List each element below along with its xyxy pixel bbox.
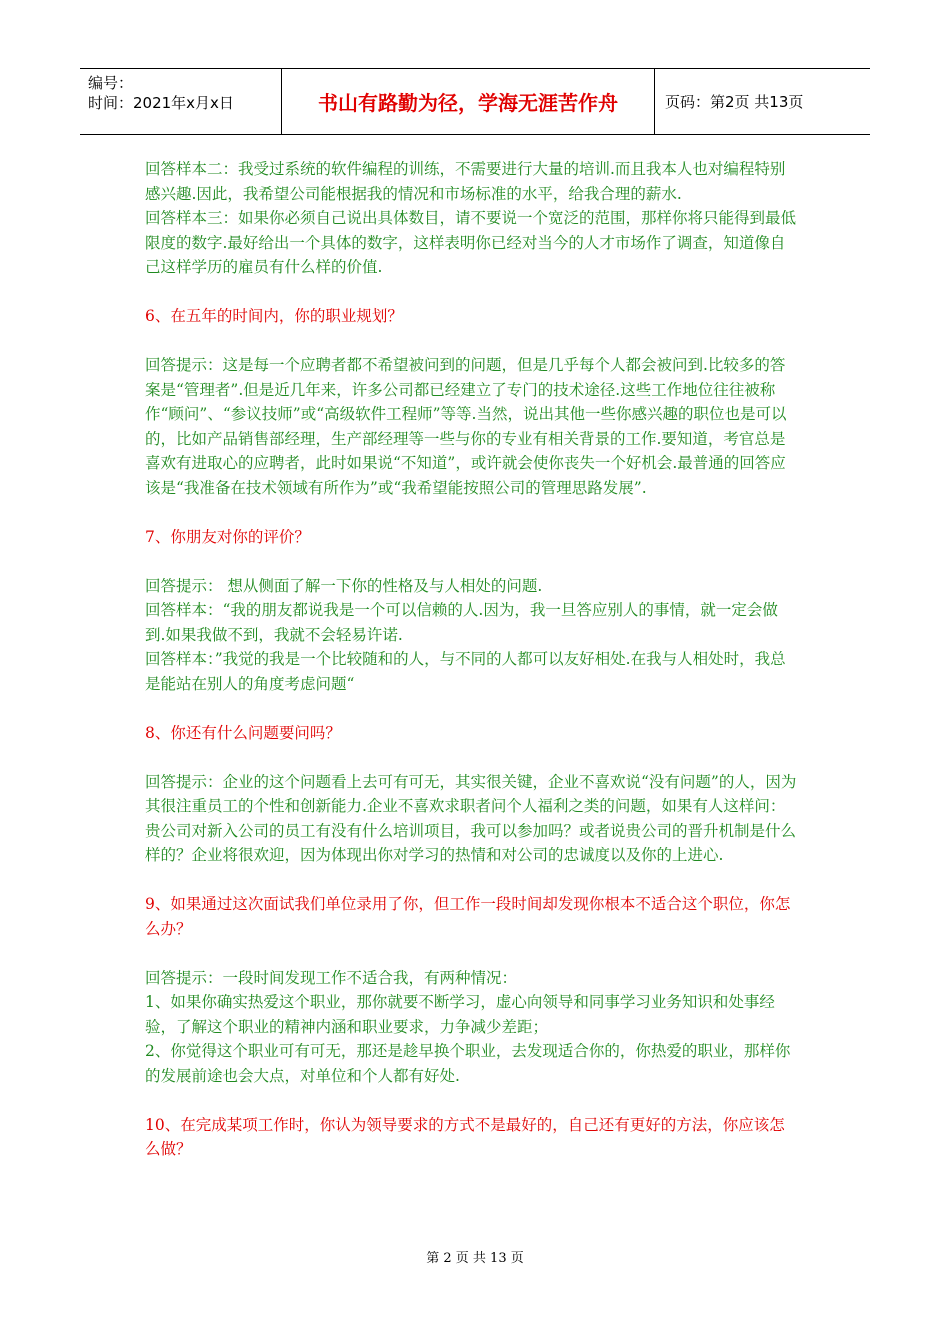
- paragraph-gap: [145, 549, 797, 574]
- answer-paragraph: 回答提示：一段时间发现工作不适合我，有两种情况：: [145, 968, 518, 987]
- answer-paragraph: 1、如果你确实热爱这个职业，那你就要不断学习，虚心向领导和同事学习业务知识和处事经验，了解这个职业的精神内涵和职业要求，力争减少差距；: [145, 993, 775, 1036]
- answer-paragraph: 回答样本：“我的朋友都说我是一个可以信赖的人.因为，我一旦答应别人的事情，就一定会做到.如果我做不到，我就不会轻易许诺.: [145, 601, 778, 644]
- header-number-label: 编号：: [88, 74, 134, 92]
- header-meta: [80, 69, 282, 134]
- answer-paragraph: 回答样本：”我觉的我是一个比较随和的人，与不同的人都可以友好相处.在我与人相处时，我总是能站在别人的角度考虑问题“: [145, 650, 786, 693]
- answer-paragraph: 回答提示：企业的这个问题看上去可有可无，其实很关键，企业不喜欢说“没有问题”的人，因为其很注重员工的个性和创新能力.企业不喜欢求职者问个人福利之类的问题，如果有人这样问：贵公司对新入公司的员工有没有什么培训项目，我可以参加吗？或者说贵公司的晋升机制是什么样的？企业将很欢迎，因为体现出你对学习的热情和对公司的忠诚度以及你的上进心.: [145, 772, 797, 864]
- answer-paragraph: 回答样本二：我受过系统的软件编程的训练，不需要进行大量的培训.而且我本人也对编程特别感兴趣.因此，我希望公司能根据我的情况和市场标准的水平，给我合理的薪水.: [145, 160, 786, 203]
- paragraph-gap: [145, 329, 797, 354]
- answer-paragraph: 回答提示：这是每一个应聘者都不希望被问到的问题，但是几乎每个人都会被问到.比较多的答案是“管理者”.但是近几年来，许多公司都已经建立了专门的技术途径.这些工作地位往往被称作“顾问”、“参议技师”或“高级软件工程师”等等.当然，说出其他一些你感兴趣的职位也是可以的，比如产品销售部经理，生产部经理等一些与你的专业有相关背景的工作.要知道，考官总是喜欢有进取心的应聘者，此时如果说“不知道”，或许就会使你丧失一个好机会.最普通的回答应该是“我准备在技术领域有所作为”或“我希望能按照公司的管理思路发展”.: [145, 356, 787, 497]
- question-heading: 8、你还有什么问题要问吗？: [145, 723, 341, 742]
- paragraph-gap: [145, 941, 797, 966]
- paragraph-gap: [145, 696, 797, 721]
- page-header: [80, 68, 870, 135]
- answer-paragraph: 2、你觉得这个职业可有可无，那还是趁早换个职业，去发现适合你的，你热爱的职业，那样你的发展前途也会大点，对单位和个人都有好处.: [145, 1042, 791, 1085]
- paragraph-gap: [145, 868, 797, 893]
- header-page-info: 页码：第2页 共13页: [665, 93, 804, 111]
- page-footer: 第 2 页 共 13 页: [426, 1251, 524, 1266]
- question-heading: 10、在完成某项工作时，你认为领导要求的方式不是最好的，自己还有更好的方法，你应该怎么做？: [145, 1115, 785, 1158]
- header-slogan: 书山有路勤为径，学海无涯苦作舟: [282, 69, 655, 134]
- question-heading: 9、如果通过这次面试我们单位录用了你，但工作一段时间却发现你根本不适合这个职位，你怎么办？: [145, 895, 791, 938]
- question-heading: 6、在五年的时间内，你的职业规划？: [145, 307, 403, 325]
- question-heading: 7、你朋友对你的评价？: [145, 527, 310, 546]
- paragraph-gap: [145, 500, 797, 525]
- header-time-label: 时间：2021年x月x日: [88, 94, 234, 112]
- answer-paragraph: 回答提示： 想从侧面了解一下你的性格及与人相处的问题.: [145, 576, 543, 595]
- document-body: [145, 157, 797, 1162]
- paragraph-gap: [145, 745, 797, 770]
- paragraph-gap: [145, 1088, 797, 1113]
- paragraph-gap: [145, 280, 797, 305]
- answer-paragraph: 回答样本三：如果你必须自己说出具体数目，请不要说一个宽泛的范围，那样你将只能得到最低限度的数字.最好给出一个具体的数字，这样表明你已经对当今的人才市场作了调查，知道像自己这样学历的雇员有什么样的价值.: [145, 209, 797, 276]
